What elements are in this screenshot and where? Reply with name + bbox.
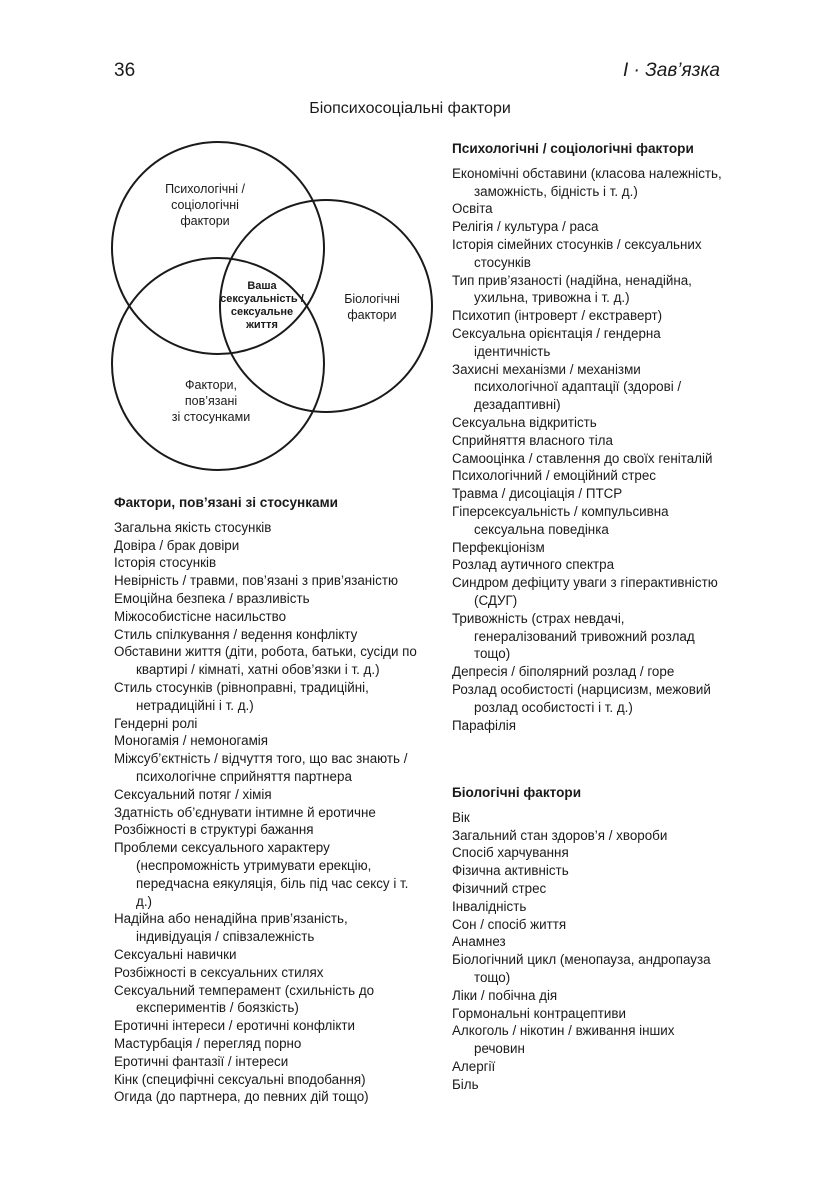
list-item: Стиль спілкування / ведення конфлікту [114,626,358,642]
list-item: Парафілія [452,717,516,733]
list-item: Психологічний / емоційний стрес [452,468,656,484]
list-item: Фізичний стрес [452,880,547,896]
list-item: Інвалідність [452,898,527,914]
list-item: Проблеми сексуального характеру (неспроможність утримувати ерекцію, передчасна еякуляція, біль під час сексу і т. д.) [114,840,409,909]
list-item: Розбіжності в сексуальних стилях [114,964,324,980]
list-item: Еротичні інтереси / еротичні конфлікти [114,1018,355,1034]
relationship-factors-section [114,494,424,1106]
figure-title: Біопсихосоціальні фактори [309,100,511,117]
list-item: Тривожність (страх невдачі, генералізований тривожний розлад тощо) [452,610,695,662]
list-item: Травма / дисоціація / ПТСР [452,486,623,502]
list-item: Економічні обставини (класова належність, заможність, бідність і т. д.) [452,165,722,199]
list-item: Релігія / культура / раса [452,219,599,235]
bio-circle-label: Біологічні фактори [344,292,400,322]
list-item: Моногамія / немоногамія [114,733,269,749]
list-item: Історія сімейних стосунків / сексуальних стосунків [452,236,702,270]
list-item: Фізична активність [452,863,569,879]
psych-circle-label: Психологічні / соціологічні фактори [165,182,245,228]
list-item: Стиль стосунків (рівноправні, традиційні, нетрадиційні і т. д.) [114,679,369,713]
list-item: Гіперсексуальність / компульсивна сексуальна поведінка [452,503,669,537]
list-item: Загальний стан здоров’я / хвороби [452,827,668,843]
list-item: Анамнез [452,934,506,950]
list-item: Сон / спосіб життя [452,916,567,932]
list-item: Міжсуб’єктність / відчуття того, що вас знають / психологічне сприйняття партнера [114,751,408,784]
list-item: Гормональні контрацептиви [452,1005,626,1021]
list-item: Вік [452,809,470,825]
list-item: Депресія / біполярний розлад / горе [452,664,675,680]
list-item: Алергії [452,1058,496,1074]
list-item: Розбіжності в структурі бажання [114,822,314,838]
list-item: Еротичні фантазії / інтереси [114,1053,289,1069]
list-item: Кінк (специфічні сексуальні вподобання) [114,1071,366,1087]
center-label: Ваша сексуальність / сексуальне життя [220,280,304,331]
list-item: Загальна якість стосунків [114,519,272,535]
list-item: Алкоголь / нікотин / вживання інших речовин [452,1023,675,1057]
list-item: Самооцінка / ставлення до своїх геніталій [452,450,713,466]
bio-factors-section [452,784,722,1094]
relationship-factors-heading: Фактори, пов’язані зі стосунками [114,495,339,510]
list-item: Перфекціонізм [452,539,545,555]
list-item: Біль [452,1076,479,1092]
list-item: Сексуальний потяг / хімія [114,786,272,802]
list-item: Розлад особистості (нарцисизм, межовий розлад особистості і т. д.) [452,681,711,715]
list-item: Ліки / побічна дія [452,987,558,1003]
page-number: 36 [114,60,136,81]
list-item: Психотип (інтроверт / екстраверт) [452,308,663,324]
list-item: Емоційна безпека / вразливість [114,590,310,606]
list-item: Сексуальна орієнтація / гендерна ідентичність [452,325,661,359]
list-item: Мастурбація / перегляд порно [114,1035,302,1051]
list-item: Розлад аутичного спектра [452,557,615,573]
list-item: Захисні механізми / механізми психологічної адаптації (здорові / дезадаптивні) [452,361,682,413]
running-head: І · Зав’язка [622,60,720,81]
list-item: Історія стосунків [114,555,217,571]
list-item: Освіта [452,201,493,217]
list-item: Невірність / травми, пов’язані з прив’язаністю [114,573,399,589]
list-item: Тип прив’язаності (надійна, ненадійна, ухильна, тривожна і т. д.) [452,272,692,306]
relationship-circle-label: Фактори, пов’язані зі стосунками [171,378,251,424]
list-item: Сприйняття власного тіла [452,432,613,448]
list-item: Надійна або ненадійна прив’язаність, індивідуація / співзалежність [114,911,348,945]
list-item: Синдром дефіциту уваги з гіперактивністю (СДУГ) [452,575,718,608]
list-item: Сексуальна відкритість [452,414,597,430]
bio-factors-heading: Біологічні фактори [452,785,582,800]
list-item: Обставини життя (діти, робота, батьки, сусіди по квартирі / кімнаті, хатні обов’язки і т. д.) [114,644,417,678]
psych-factors-section [452,140,722,734]
list-item: Гендерні ролі [114,715,198,731]
list-item: Сексуальний темперамент (схильність до експериментів / боязкість) [114,982,375,1016]
venn-diagram [110,140,440,480]
list-item: Огида (до партнера, до певних дій тощо) [114,1089,369,1105]
list-item: Сексуальні навички [114,946,237,962]
psych-factors-heading: Психологічні / соціологічні фактори [452,141,694,156]
list-item: Спосіб харчування [452,845,569,861]
list-item: Міжособистісне насильство [114,608,287,624]
list-item: Здатність об’єднувати інтимне й еротичне [114,804,376,820]
list-item: Довіра / брак довіри [114,537,240,553]
list-item: Біологічний цикл (менопауза, андропауза тощо) [452,952,711,985]
